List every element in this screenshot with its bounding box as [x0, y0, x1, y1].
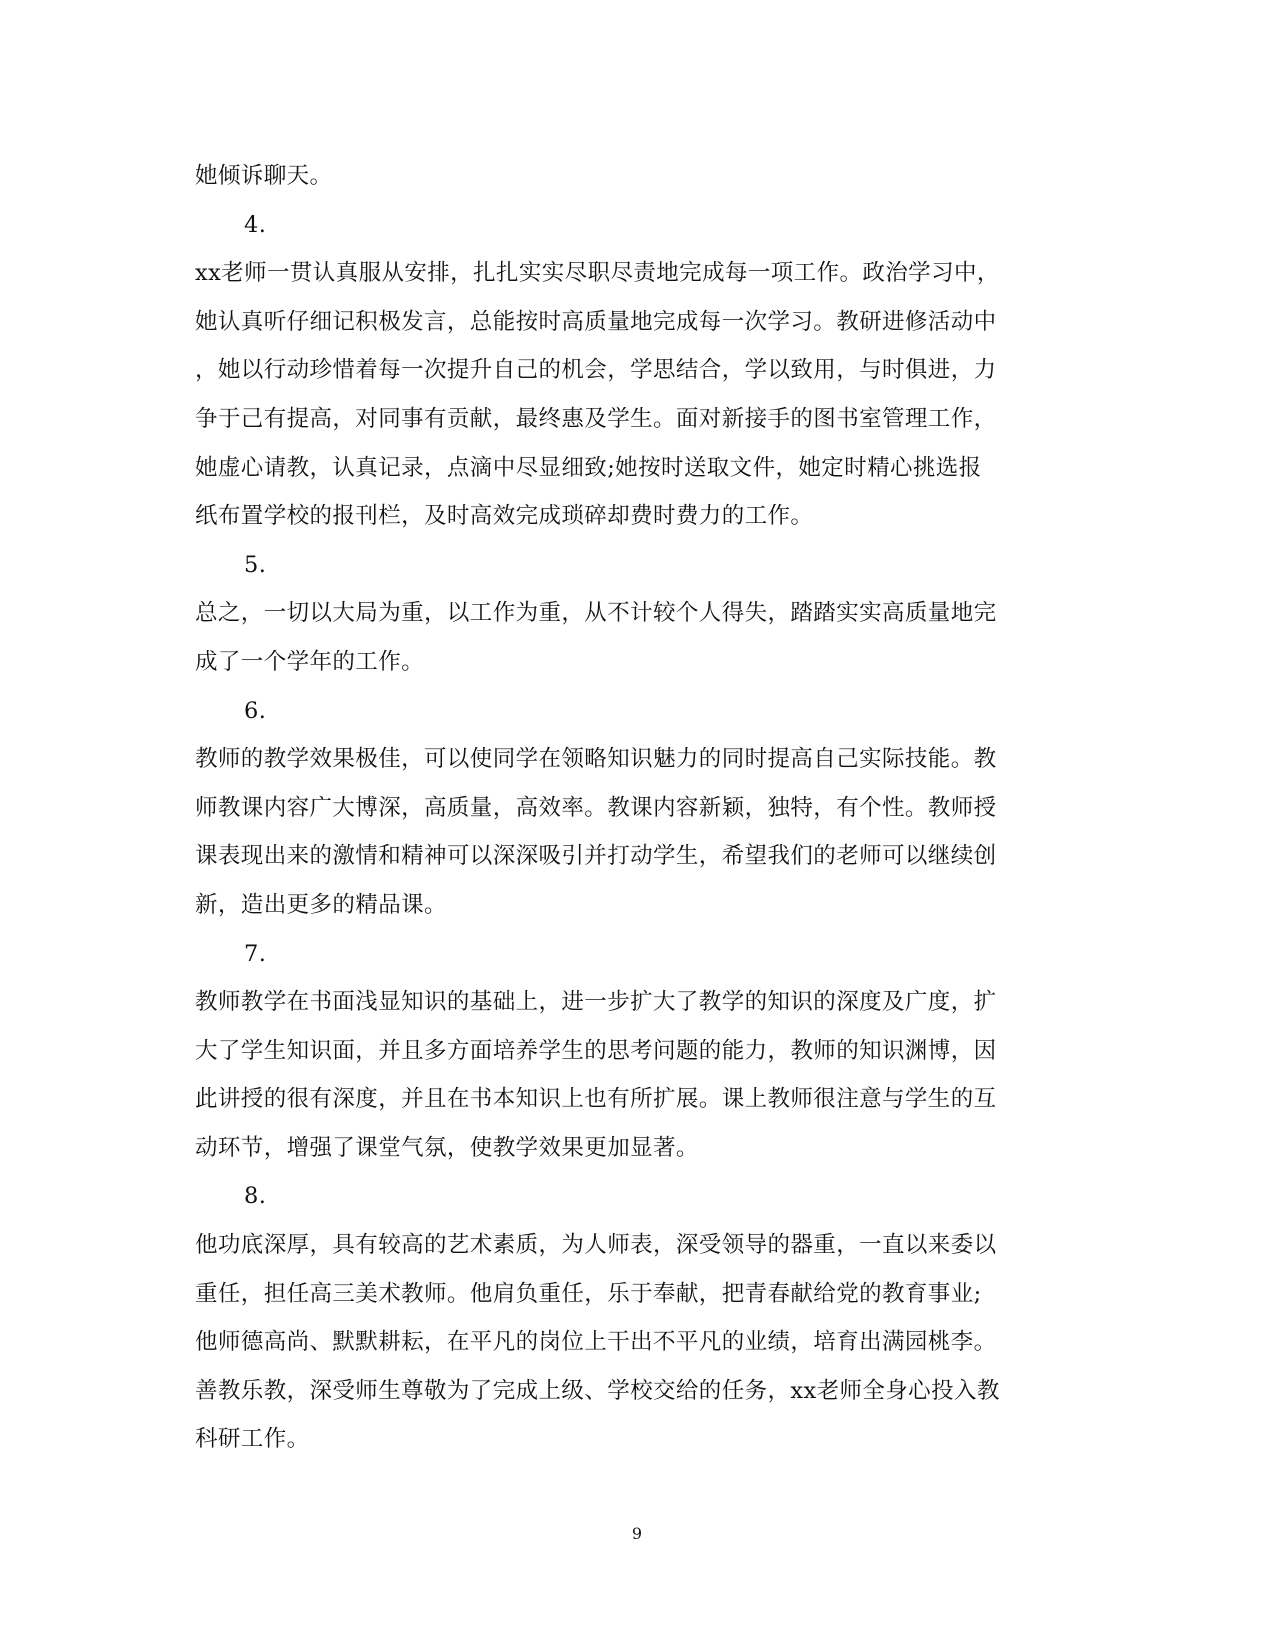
- text-line: 他功底深厚，具有较高的艺术素质，为人师表，深受领导的器重，一直以来委以: [195, 1232, 997, 1259]
- section-number: 7.: [244, 940, 267, 967]
- text-line: 总之，一切以大局为重，以工作为重，从不计较个人得失，踏踏实实高质量地完: [195, 600, 997, 627]
- text-line: 她认真听仔细记积极发言，总能按时高质量地完成每一次学习。教研进修活动中: [195, 308, 997, 335]
- text-line: 她虚心请教，认真记录，点滴中尽显细致;她按时送取文件，她定时精心挑选报: [195, 454, 982, 481]
- text-line: 善教乐教，深受师生尊敬为了完成上级、学校交给的任务，xx老师全身心投入教: [195, 1377, 1000, 1404]
- section-number: 8.: [244, 1183, 267, 1210]
- text-line: 此讲授的很有深度，并且在书本知识上也有所扩展。课上教师很注意与学生的互: [195, 1086, 997, 1113]
- text-line: 教师教学在书面浅显知识的基础上，进一步扩大了教学的知识的深度及广度，扩: [195, 989, 997, 1016]
- text-line: xx老师一贯认真服从安排，扎扎实实尽职尽责地完成每一项工作。政治学习中，: [195, 260, 1000, 287]
- text-line: 新，造出更多的精品课。: [195, 891, 447, 918]
- text-line: 重任，担任高三美术教师。他肩负重任，乐于奉献，把青春献给党的教育事业;: [195, 1280, 982, 1307]
- section-number: 6.: [244, 697, 267, 724]
- text-line: 她倾诉聊天。: [195, 163, 333, 189]
- text-line: 科研工作。: [195, 1426, 310, 1453]
- text-line: 动环节，增强了课堂气氛，使教学效果更加显著。: [195, 1134, 699, 1161]
- text-line: 争于己有提高，对同事有贡献，最终惠及学生。面对新接手的图书室管理工作，: [195, 405, 997, 432]
- text-line: 课表现出来的激情和精神可以深深吸引并打动学生，希望我们的老师可以继续创: [195, 843, 997, 870]
- section-number: 4.: [244, 211, 267, 238]
- text-line: 师教课内容广大博深，高质量，高效率。教课内容新颖，独特，有个性。教师授: [195, 794, 997, 821]
- text-line: 他师德高尚、默默耕耘，在平凡的岗位上干出不平凡的业绩，培育出满园桃李。: [195, 1329, 997, 1356]
- page-number: 9: [631, 1524, 643, 1543]
- text-line: 大了学生知识面，并且多方面培养学生的思考问题的能力，教师的知识渊博，因: [195, 1037, 997, 1064]
- text-line: 教师的教学效果极佳，可以使同学在领略知识魅力的同时提高自己实际技能。教: [195, 746, 997, 773]
- text-line: ，她以行动珍惜着每一次提升自己的机会，学思结合，学以致用，与时俱进，力: [195, 357, 997, 384]
- text-line: 纸布置学校的报刊栏，及时高效完成琐碎却费时费力的工作。: [195, 503, 814, 530]
- text-line: 成了一个学年的工作。: [195, 648, 425, 675]
- document-body: [195, 152, 1075, 1464]
- section-number: 5.: [244, 551, 267, 578]
